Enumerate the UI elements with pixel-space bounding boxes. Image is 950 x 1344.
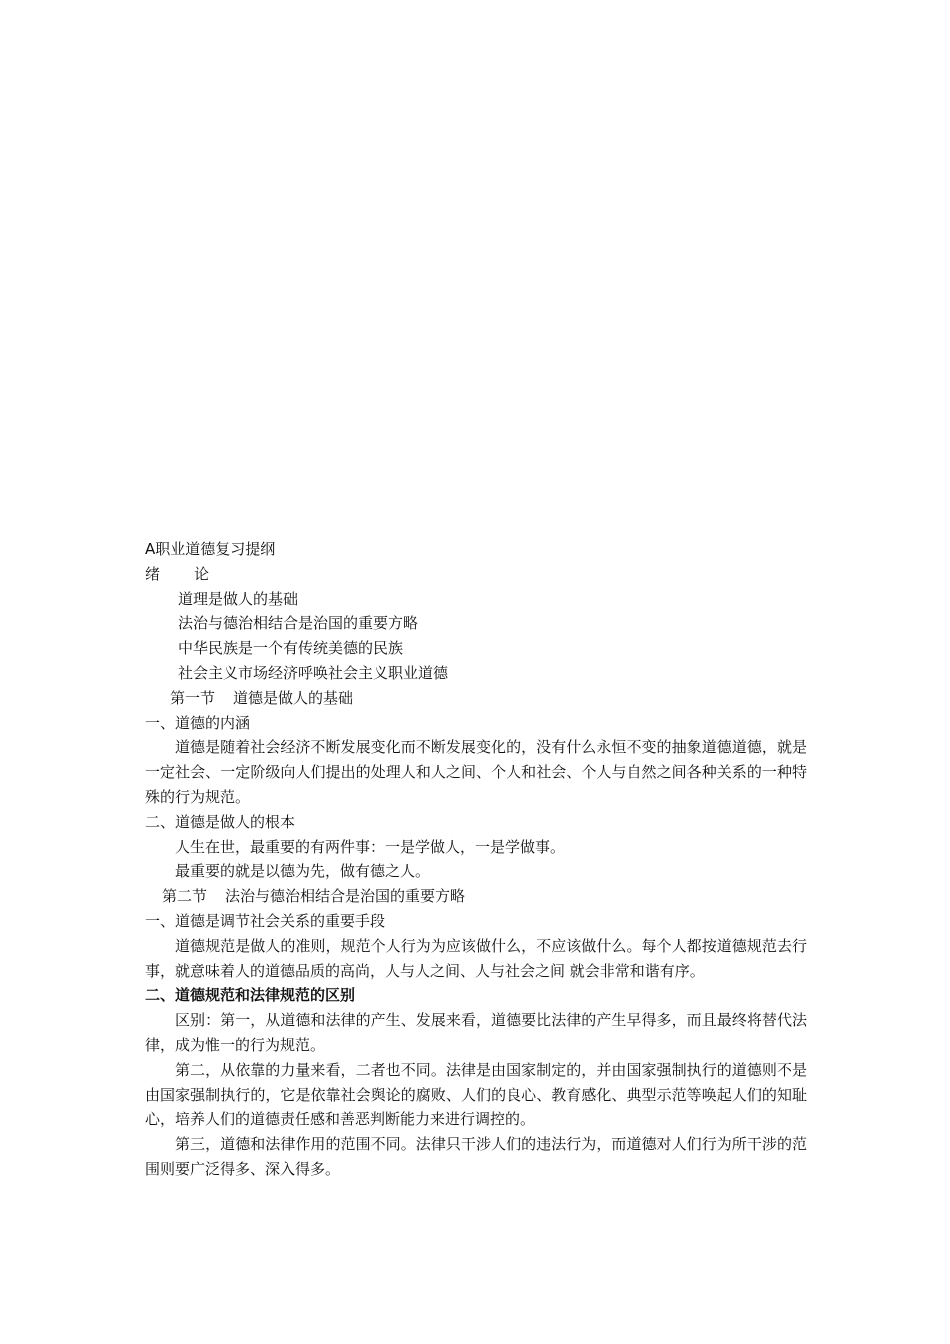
section1-paragraph-3: 最重要的就是以德为先，做有德之人。 [175, 862, 431, 881]
section1-paragraph-2: 人生在世，最重要的有两件事：一是学做人，一是学做事。 [175, 837, 566, 856]
intro-item: 中华民族是一个有传统美德的民族 [178, 639, 404, 658]
intro-item: 道理是做人的基础 [178, 589, 299, 608]
document-body [145, 537, 807, 1182]
intro-heading-a: 绪 [145, 564, 161, 583]
section2-label: 第二节 [162, 887, 208, 906]
section2-subheading-1: 一、道德是调节社会关系的重要手段 [145, 911, 386, 930]
section2-heading [145, 884, 807, 909]
intro-heading [145, 562, 807, 587]
section2-title: 法治与德治相结合是治国的重要方略 [225, 887, 466, 906]
section1-label: 第一节 [170, 688, 216, 707]
section2-subheading-2: 二、道德规范和法律规范的区别 [145, 986, 356, 1005]
section2-paragraph-1: 道德规范是做人的准则，规范个人行为为应该做什么，不应该做什么。每个人都按道德规范去行事，就意味着人的道德品质的高尚，人与人之间、人与社会之间 就会非常和谐有序。 [145, 936, 807, 980]
intro-heading-b: 论 [194, 564, 210, 583]
section2-paragraph-3: 第二，从依靠的力量来看，二者也不同。法律是由国家制定的，并由国家强制执行的道德则不是由国家强制执行的，它是依靠社会舆论的腐败、人们的良心、教育感化、典型示范等唤起人们的知耻心，培养人们的道德责任感和善恶判断能力来进行调控的。 [145, 1060, 807, 1129]
document-title: A职业道德复习提纲 [145, 540, 276, 558]
section1-heading [145, 686, 807, 711]
section1-subheading-1: 一、道德的内涵 [145, 713, 251, 732]
section1-subheading-2: 二、道德是做人的根本 [145, 812, 296, 831]
section2-paragraph-2: 区别：第一，从道德和法律的产生、发展来看，道德要比法律的产生早得多，而且最终将替代法律，成为惟一的行为规范。 [145, 1011, 807, 1054]
section2-paragraph-4: 第三，道德和法律作用的范围不同。法律只干涉人们的违法行为，而道德对人们行为所干涉的范围则要广泛得多、深入得多。 [145, 1135, 807, 1178]
intro-item: 法治与德治相结合是治国的重要方略 [178, 614, 419, 633]
intro-item: 社会主义市场经济呼唤社会主义职业道德 [178, 663, 449, 682]
section1-title: 道德是做人的基础 [233, 688, 354, 707]
section1-paragraph-1: 道德是随着社会经济不断发展变化而不断发展变化的，没有什么永恒不变的抽象道德道德，就是一定社会、一定阶级向人们提出的处理人和人之间、个人和社会、个人与自然之间各种关系的一种特殊的行为规范。 [145, 738, 807, 806]
